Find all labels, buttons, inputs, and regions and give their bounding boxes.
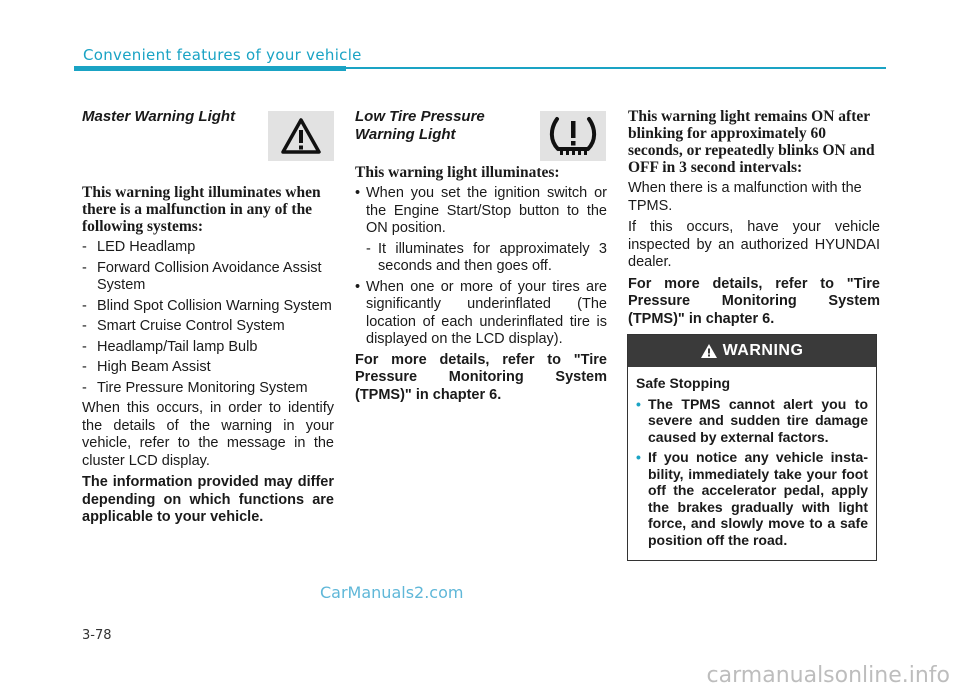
list-item: - Forward Collision Avoidance Assist System <box>82 259 322 293</box>
warning-triangle-icon <box>701 344 717 358</box>
tire-warning-intro: This warning light illuminates: <box>355 164 560 181</box>
tpms-paragraph-2: If this occurs, have your vehicle inspected by an authorized HYUNDAI dealer. <box>628 219 880 270</box>
list-item: - Smart Cruise Control System <box>82 318 285 334</box>
column-low-tire-pressure <box>355 108 607 408</box>
list-item: - It illuminates for approximately 3 seconds and then goes off. <box>366 240 607 274</box>
tire-warning-note: For more details, refer to "Tire Pressure Monitoring System (TPMS)" in chapter 6. <box>355 351 607 403</box>
header-rule-thick <box>74 66 346 71</box>
warning-body <box>628 367 876 548</box>
master-warning-title: Master Warning Light <box>82 108 236 125</box>
tpms-note: For more details, refer to "Tire Pressure Monitoring System (TPMS)" in chapter 6. <box>628 275 880 327</box>
warning-header <box>628 335 876 367</box>
list-item: - Blind Spot Collision Warning System <box>82 297 332 314</box>
system-list <box>82 239 334 397</box>
tire-warning-title-line1: Low Tire Pressure <box>355 108 485 125</box>
list-item: • When one or more of your tires are significantly underinflated (The location of each underinflated tire is displayed on the LCD display). <box>355 278 607 347</box>
list-item: • When you set the ignition switch or the Engine Start/Stop button to the ON position. <box>355 185 607 236</box>
tpms-heading: This warning light remains ON after blinking for approximately 60 seconds, or repeatedly blinks ON and OFF in 3 second intervals: <box>628 108 875 176</box>
list-item: • If you notice any vehicle instability, immediately take your foot off the accelerator pedal, apply the brakes gradually with light force, and slowly move to a safe position off the road. <box>636 449 868 548</box>
site-watermark: carmanualsonline.info <box>706 663 950 688</box>
list-item: - Tire Pressure Monitoring System <box>82 379 308 396</box>
tire-warning-title-line2: Warning Light <box>355 126 456 143</box>
list-item: - High Beam Assist <box>82 359 211 375</box>
warning-box <box>627 334 877 561</box>
header-rule-thin <box>346 67 886 69</box>
page-number: 3-78 <box>82 628 112 643</box>
section-title: Convenient features of your vehicle <box>83 46 362 64</box>
list-item: - Headlamp/Tail lamp Bulb <box>82 338 258 355</box>
column-master-warning <box>82 108 334 531</box>
warning-title: Safe Stopping <box>636 375 731 391</box>
master-warning-note: The information provided may differ depending on which functions are applicable to your vehicle. <box>82 474 334 525</box>
master-warning-intro: This warning light illuminates when there is a malfunction in any of the following systems: <box>82 184 321 235</box>
carmanuals-watermark: CarManuals2.com <box>320 583 464 602</box>
tpms-paragraph-1: When there is a malfunction with the TPMS. <box>628 180 862 214</box>
warning-label: WARNING <box>722 342 804 359</box>
list-item: • The TPMS cannot alert you to severe and sudden tire damage caused by external factors. <box>636 395 868 445</box>
master-warning-body: When this occurs, in order to identify the details of the warning in your vehicle, refer to the message in the cluster LCD display. <box>82 400 334 469</box>
column-tpms-malfunction <box>628 108 880 332</box>
list-item: - LED Headlamp <box>82 239 196 255</box>
